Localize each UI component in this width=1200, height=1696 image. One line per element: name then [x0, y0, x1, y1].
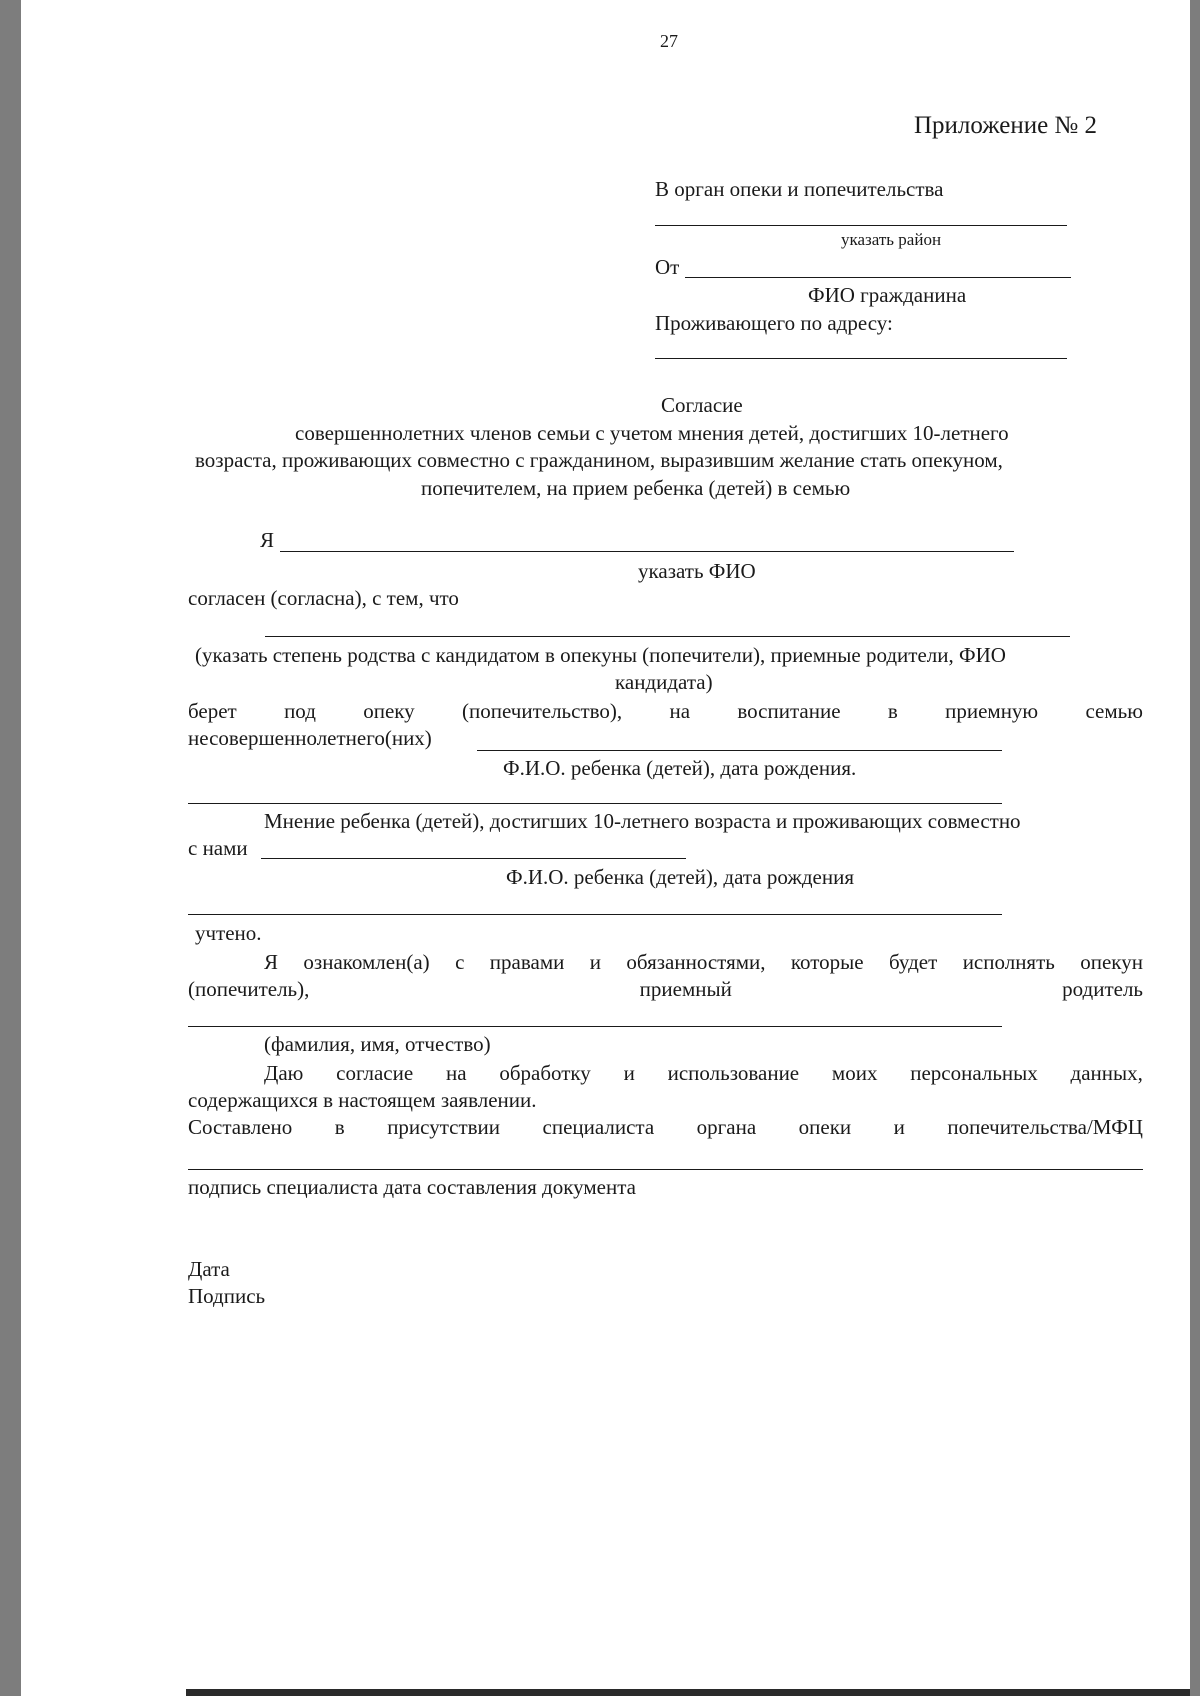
citizen-fio-hint: ФИО гражданина [808, 283, 967, 307]
district-hint: указать район [841, 230, 942, 249]
relation-hint-line-2: кандидата) [615, 670, 713, 694]
title-line-2: возраста, проживающих совместно с гражданином, выразившим желание стать опекуном, [195, 448, 1003, 472]
address-underline [655, 358, 1067, 359]
from-label: От [655, 255, 680, 279]
consent-line-2: содержащихся в настоящем заявлении. [188, 1088, 537, 1112]
relation-underline [265, 636, 1070, 637]
guardian-line: (попечитель), приемный родитель [188, 977, 1143, 1001]
child-hint-1: Ф.И.О. ребенка (детей), дата рождения. [503, 756, 857, 780]
date-label: Дата [188, 1257, 230, 1281]
i-underline [280, 551, 1014, 552]
guardian-underline [188, 1026, 1002, 1027]
specialist-underline [188, 1169, 1143, 1170]
minor-label: несовершеннолетнего(них) [188, 726, 432, 750]
fio-hint: указать ФИО [638, 559, 756, 583]
minor-underline [477, 750, 1002, 751]
fullname-hint: (фамилия, имя, отчество) [264, 1032, 491, 1056]
document-page [21, 0, 1190, 1689]
scan-right-margin [1190, 0, 1200, 1696]
child-underline-1 [188, 803, 1002, 804]
compiled-line: Составлено в присутствии специалиста органа опеки и попечительства/МФЦ [188, 1115, 1143, 1139]
signature-label: Подпись [188, 1284, 266, 1308]
opinion-line-1: Мнение ребенка (детей), достигших 10-летнего возраста и проживающих совместно [264, 809, 1021, 833]
acquainted-line: Я ознакомлен(а) с правами и обязанностями, которые будет исполнять опекун [264, 950, 1143, 974]
considered-text: учтено. [195, 921, 262, 945]
scan-bottom-edge [186, 1689, 1190, 1696]
from-underline [685, 277, 1071, 278]
with-us-underline [261, 858, 686, 859]
address-label: Проживающего по адресу: [655, 311, 893, 335]
agree-text: согласен (согласна), с тем, что [188, 586, 459, 610]
recipient-line: В орган опеки и попечительства [655, 177, 944, 201]
child-underline-2 [188, 914, 1002, 915]
scan-left-margin [0, 0, 21, 1696]
title-line-3: попечителем, на прием ребенка (детей) в семью [421, 476, 851, 500]
annex-title: Приложение № 2 [914, 112, 1098, 139]
specialist-hint: подпись специалиста дата составления документа [188, 1175, 636, 1199]
relation-hint-line-1: (указать степень родства с кандидатом в опекуны (попечители), приемные родители, ФИО [195, 643, 1006, 667]
child-hint-2: Ф.И.О. ребенка (детей), дата рождения [506, 865, 854, 889]
district-underline [655, 225, 1067, 226]
i-label: Я [260, 528, 275, 552]
consent-line-1: Даю согласие на обработку и использование моих персональных данных, [264, 1061, 1143, 1085]
title-line-1: совершеннолетних членов семьи с учетом мнения детей, достигших 10-летнего [295, 421, 1009, 445]
with-us-label: с нами [188, 836, 248, 860]
document-heading: Согласие [661, 393, 743, 417]
takes-guardianship-line: берет под опеку (попечительство), на воспитание в приемную семью [188, 699, 1143, 723]
page-number: 27 [660, 31, 678, 51]
